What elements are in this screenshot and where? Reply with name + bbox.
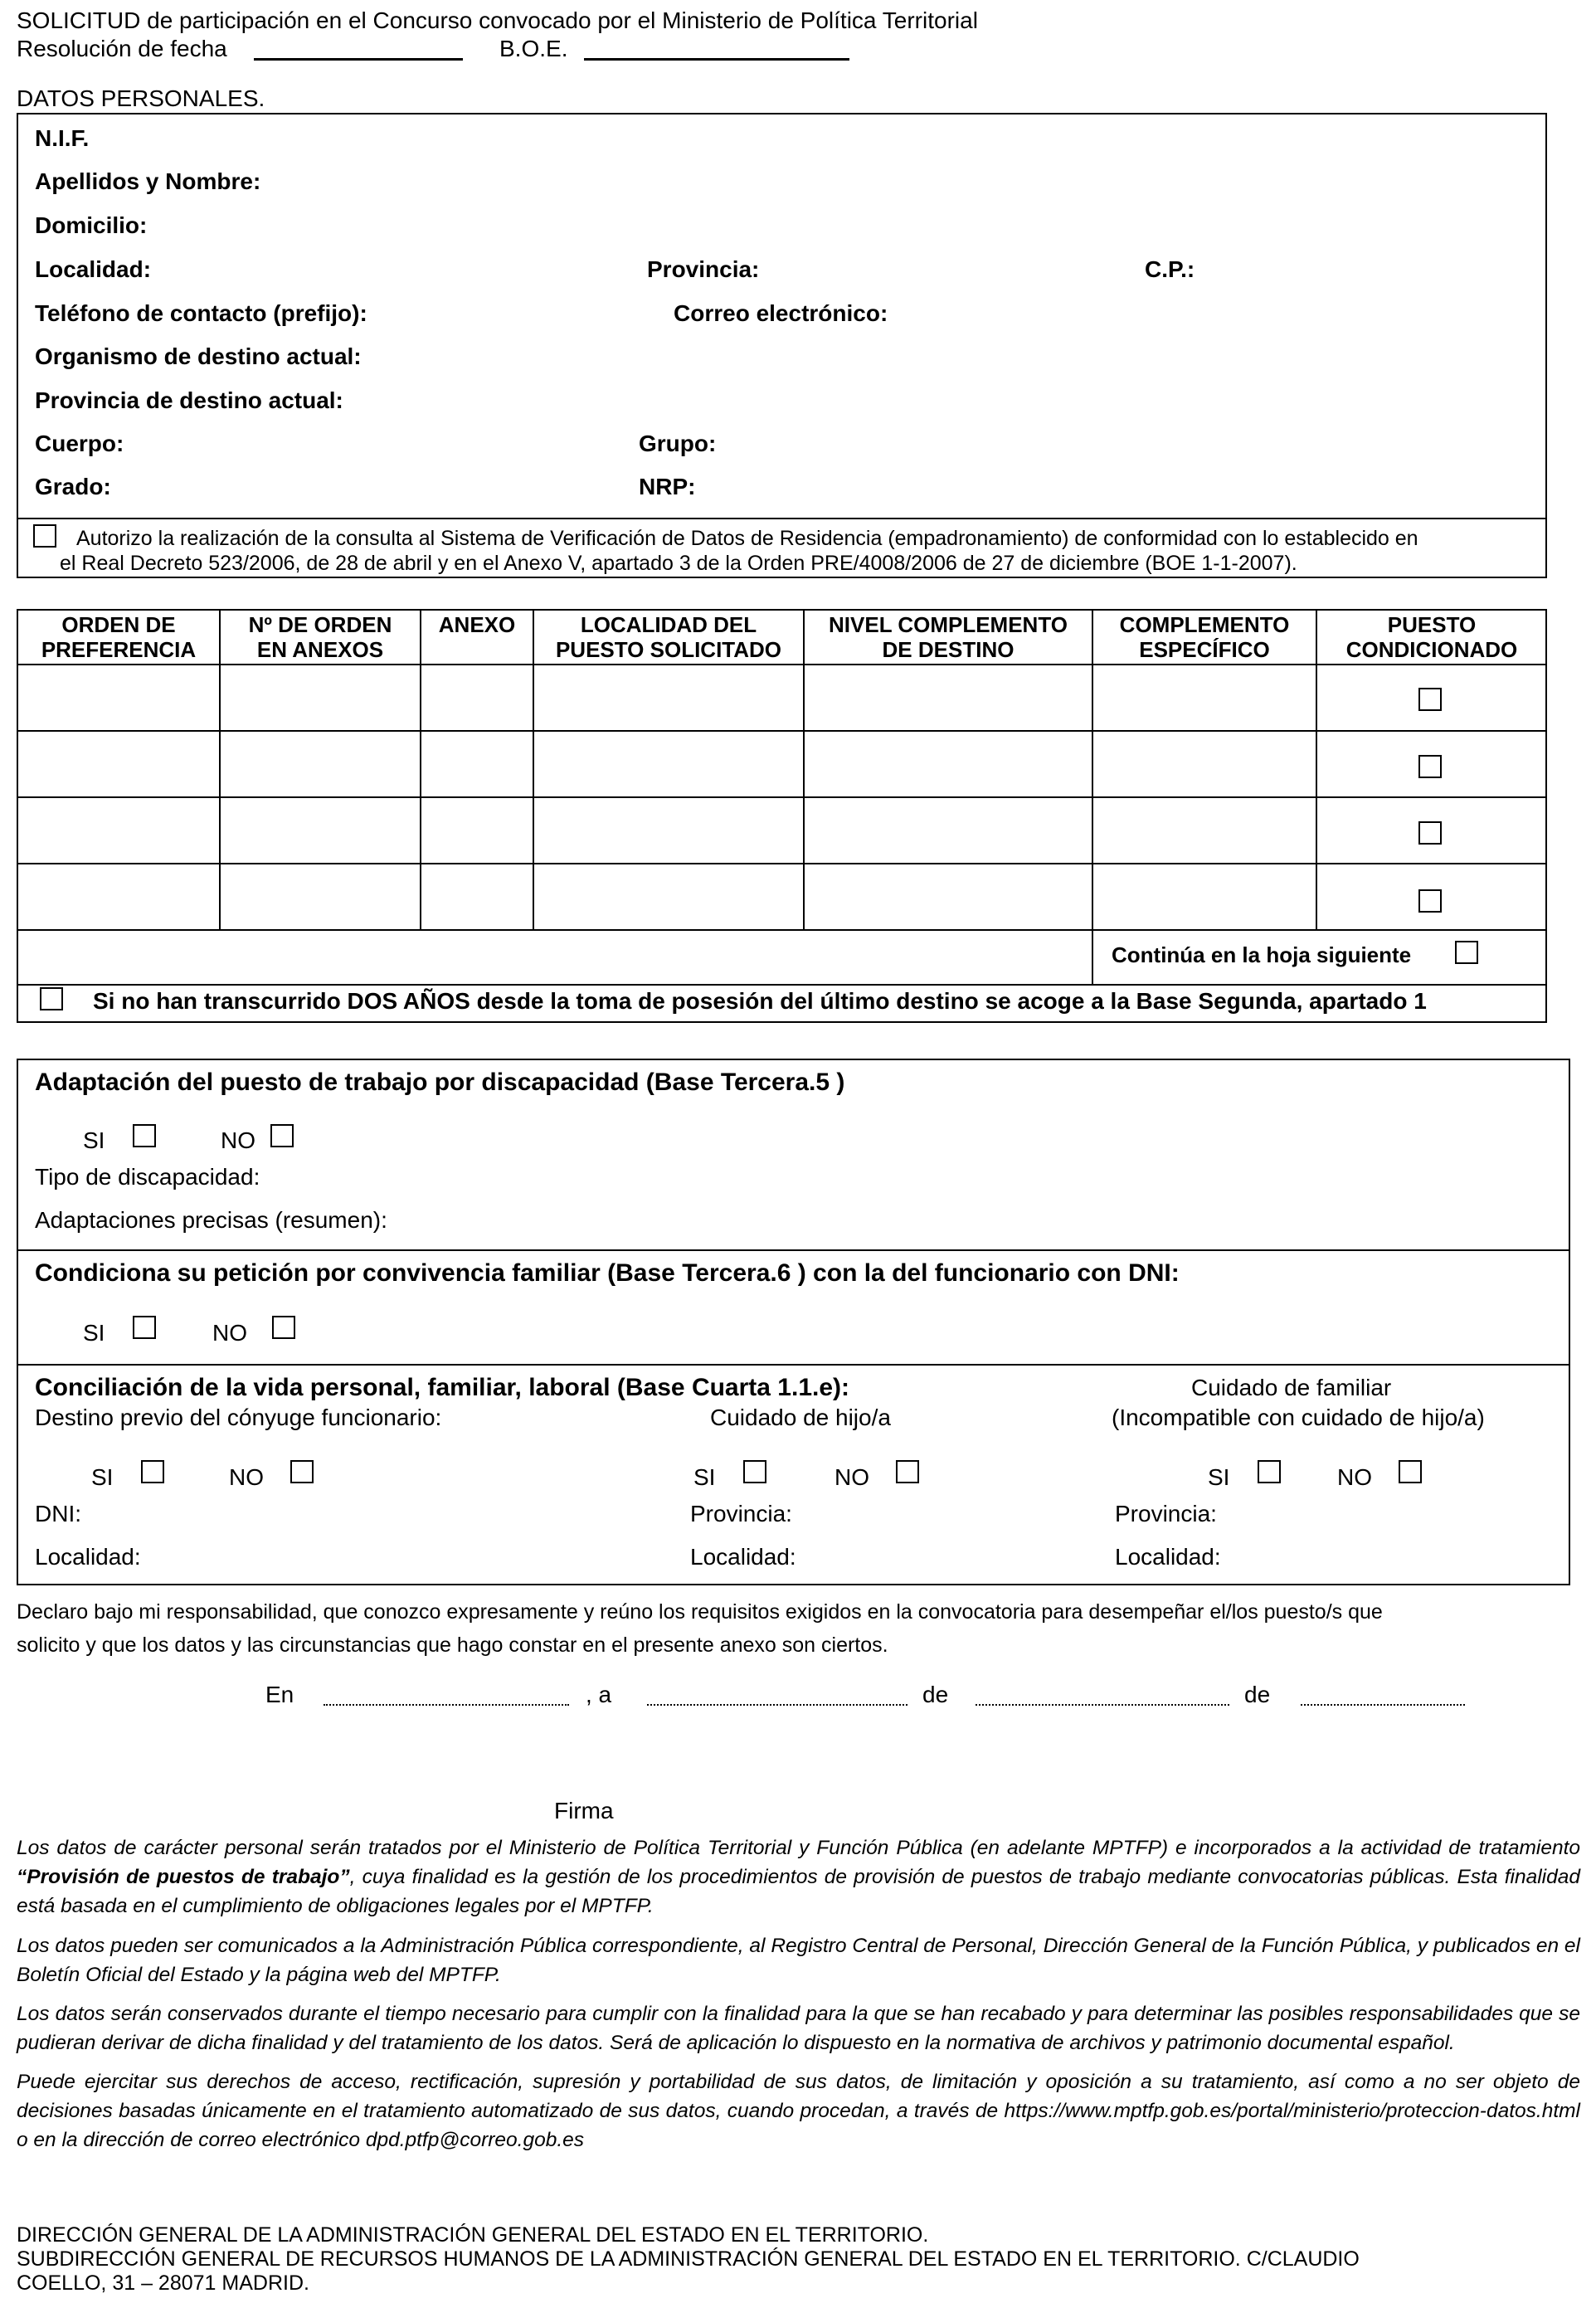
- cuidado-familiar-label: Cuidado de familiar: [1191, 1375, 1392, 1400]
- convivencia-title: Condiciona su petición por convivencia familiar (Base Tercera.6 ) con la del funcionario con DNI:: [35, 1259, 1180, 1287]
- grado-field[interactable]: Grado:: [35, 474, 111, 499]
- table-row[interactable]: [18, 665, 1314, 730]
- hijo-localidad-field[interactable]: Localidad:: [690, 1544, 796, 1570]
- condicionado-checkbox-2[interactable]: [1418, 755, 1442, 778]
- nif-field[interactable]: N.I.F.: [35, 125, 90, 151]
- hijo-provincia-field[interactable]: Provincia:: [690, 1501, 792, 1526]
- hijo-no-checkbox[interactable]: [896, 1460, 919, 1483]
- ano-field[interactable]: [1301, 1704, 1465, 1706]
- header-localidad: LOCALIDAD DEL PUESTO SOLICITADO: [555, 612, 782, 662]
- familiar-si-label: SI: [1208, 1464, 1230, 1490]
- conyuge-no-label: NO: [229, 1464, 264, 1490]
- a-label: , a: [586, 1682, 612, 1707]
- autorizo-text-1: Autorizo la realización de la consulta al Sistema de Verificación de Datos de Residencia (empadronamiento) de conformidad con lo establecido en: [76, 527, 1418, 550]
- divider: [17, 518, 1547, 519]
- footer-line: SUBDIRECCIÓN GENERAL DE RECURSOS HUMANOS DE LA ADMINISTRACIÓN GENERAL DEL ESTADO EN EL TERRITORIO. C/CLAUDIO: [17, 2247, 1360, 2271]
- conyuge-si-label: SI: [91, 1464, 114, 1490]
- adaptaciones-field[interactable]: Adaptaciones precisas (resumen):: [35, 1207, 387, 1233]
- declaracion-line-1: Declaro bajo mi responsabilidad, que conozco expresamente y reúno los requisitos exigidos en la convocatoria para desempeñar el/los puesto/s que: [17, 1600, 1383, 1624]
- privacy-paragraph-1: Los datos de carácter personal serán tratados por el Ministerio de Política Territorial y Función Pública (en adelante MPTFP) e incorporados a la actividad de tratamiento “Provisión de puestos de trabajo”, cuya finalidad es la gestión de los procedimientos de provisión de puestos de trabajo mediante convocatorias públicas. Esta finalidad está basada en el cumplimiento de obligaciones legales por el MPTFP.: [17, 1837, 1580, 1917]
- continua-checkbox[interactable]: [1455, 941, 1478, 964]
- dia-field[interactable]: [647, 1704, 907, 1706]
- apellidos-field[interactable]: Apellidos y Nombre:: [35, 168, 261, 194]
- header-anexo: ANEXO: [438, 612, 516, 637]
- familiar-provincia-field[interactable]: Provincia:: [1115, 1501, 1217, 1526]
- familiar-si-checkbox[interactable]: [1258, 1460, 1281, 1483]
- familiar-localidad-field[interactable]: Localidad:: [1115, 1544, 1221, 1570]
- dos-anos-label: Si no han transcurrido DOS AÑOS desde la toma de posesión del último destino se acoge a la Base Segunda, apartado 1: [93, 988, 1427, 1014]
- cuidado-hijo-label: Cuidado de hijo/a: [710, 1405, 891, 1430]
- hijo-no-label: NO: [834, 1464, 869, 1490]
- footer-line: DIRECCIÓN GENERAL DE LA ADMINISTRACIÓN GENERAL DEL ESTADO EN EL TERRITORIO.: [17, 2223, 929, 2247]
- provincia-field[interactable]: Provincia:: [647, 256, 760, 282]
- convivencia-no-label: NO: [212, 1320, 247, 1346]
- table-row[interactable]: [18, 798, 1314, 863]
- resolucion-label: Resolución de fecha: [17, 36, 227, 61]
- row-divider: [17, 929, 1547, 931]
- familiar-no-label: NO: [1337, 1464, 1372, 1490]
- autorizo-text-2: el Real Decreto 523/2006, de 28 de abril y en el Anexo V, apartado 3 de la Orden PRE/4008/2006 de 27 de diciembre (BOE 1-1-2007).: [60, 552, 1297, 575]
- resolucion-date-field[interactable]: [254, 58, 463, 61]
- header-puesto-condicionado: PUESTO CONDICIONADO: [1345, 612, 1518, 662]
- privacy-paragraph-3: Los datos serán conservados durante el tiempo necesario para cumplir con la finalidad para la que se han recabado y para determinar las posibles responsabilidades que se pudieran derivar de dicha finalidad y del tratamiento de los datos. Será de aplicación lo dispuesto en la normativa de archivos y patrimonio documental español.: [17, 2003, 1580, 2054]
- convivencia-si-checkbox[interactable]: [133, 1316, 156, 1339]
- boe-label: B.O.E.: [499, 36, 568, 61]
- conyuge-localidad-field[interactable]: Localidad:: [35, 1544, 141, 1570]
- correo-field[interactable]: Correo electrónico:: [674, 300, 888, 326]
- divider: [17, 1364, 1570, 1366]
- conciliacion-title: Conciliación de la vida personal, familiar, laboral (Base Cuarta 1.1.e):: [35, 1374, 850, 1401]
- familiar-no-checkbox[interactable]: [1399, 1460, 1422, 1483]
- condicionado-checkbox-1[interactable]: [1418, 688, 1442, 711]
- organismo-field[interactable]: Organismo de destino actual:: [35, 343, 362, 369]
- divider: [17, 1249, 1570, 1251]
- condicionado-checkbox-3[interactable]: [1418, 821, 1442, 845]
- telefono-field[interactable]: Teléfono de contacto (prefijo):: [35, 300, 367, 326]
- cuerpo-field[interactable]: Cuerpo:: [35, 431, 124, 456]
- header-num-orden: Nº DE ORDEN EN ANEXOS: [248, 612, 392, 662]
- conyuge-si-checkbox[interactable]: [141, 1460, 164, 1483]
- adaptacion-si-checkbox[interactable]: [133, 1124, 156, 1147]
- cp-field[interactable]: C.P.:: [1145, 256, 1195, 282]
- firma-label: Firma: [554, 1798, 614, 1823]
- boe-field[interactable]: [584, 58, 849, 61]
- header-complemento-especifico: COMPLEMENTO ESPECÍFICO: [1119, 612, 1290, 662]
- table-row[interactable]: [18, 732, 1314, 796]
- hijo-si-checkbox[interactable]: [743, 1460, 766, 1483]
- nrp-field[interactable]: NRP:: [639, 474, 696, 499]
- adaptacion-no-checkbox[interactable]: [270, 1124, 294, 1147]
- tipo-discapacidad-field[interactable]: Tipo de discapacidad:: [35, 1164, 260, 1190]
- adaptacion-no-label: NO: [221, 1127, 255, 1153]
- domicilio-field[interactable]: Domicilio:: [35, 212, 148, 238]
- footer-line: COELLO, 31 – 28071 MADRID.: [17, 2271, 309, 2295]
- conyuge-no-checkbox[interactable]: [290, 1460, 314, 1483]
- table-rows: [18, 665, 1314, 928]
- grupo-field[interactable]: Grupo:: [639, 431, 717, 456]
- provincia-destino-field[interactable]: Provincia de destino actual:: [35, 387, 343, 413]
- conyuge-dni-field[interactable]: DNI:: [35, 1501, 81, 1526]
- table-row[interactable]: [18, 864, 1314, 929]
- adaptacion-title: Adaptación del puesto de trabajo por discapacidad (Base Tercera.5 ): [35, 1069, 845, 1096]
- header-nivel-complemento: NIVEL COMPLEMENTO DE DESTINO: [829, 612, 1068, 662]
- privacy-paragraph-2: Los datos pueden ser comunicados a la Administración Pública correspondiente, al Registro Central de Personal, Dirección General de la Función Pública, y publicados en el Boletín Oficial del Estado y la página web del MPTFP.: [17, 1935, 1580, 1986]
- localidad-field[interactable]: Localidad:: [35, 256, 152, 282]
- form-title: SOLICITUD de participación en el Concurso convocado por el Ministerio de Política Territorial: [17, 7, 978, 33]
- header-orden-preferencia: ORDEN DE PREFERENCIA: [41, 612, 197, 662]
- adaptacion-si-label: SI: [83, 1127, 105, 1153]
- conyuge-label: Destino previo del cónyuge funcionario:: [35, 1405, 442, 1430]
- convivencia-si-label: SI: [83, 1320, 105, 1346]
- continua-label: Continúa en la hoja siguiente: [1112, 942, 1412, 967]
- declaracion-line-2: solicito y que los datos y las circunstancias que hago constar en el presente anexo son ciertos.: [17, 1634, 888, 1657]
- datos-personales-title: DATOS PERSONALES.: [17, 85, 265, 111]
- convivencia-no-checkbox[interactable]: [272, 1316, 295, 1339]
- en-label: En: [265, 1682, 294, 1707]
- autorizo-checkbox[interactable]: [33, 524, 56, 548]
- footer-address: [17, 2223, 1360, 2296]
- dos-anos-checkbox[interactable]: [40, 987, 63, 1010]
- incompatible-label: (Incompatible con cuidado de hijo/a): [1112, 1405, 1485, 1430]
- de-label-1: de: [922, 1682, 949, 1707]
- de-label-2: de: [1244, 1682, 1271, 1707]
- hijo-si-label: SI: [693, 1464, 716, 1490]
- privacy-paragraph-4: Puede ejercitar sus derechos de acceso, rectificación, supresión y portabilidad de sus datos, de limitación y oposición a su tratamiento, así como a no ser objeto de decisiones basadas únicamente en el tratamiento automatizado de sus datos, cuando procedan, a través de https://www.mptfp.gob.es/portal/ministerio/proteccion-datos.html o en la dirección de correo electrónico dpd.ptfp@correo.gob.es: [17, 2071, 1580, 2151]
- condicionado-checkbox-4[interactable]: [1418, 889, 1442, 913]
- mes-field[interactable]: [976, 1704, 1229, 1706]
- lugar-field[interactable]: [324, 1704, 569, 1706]
- row-divider: [17, 984, 1547, 986]
